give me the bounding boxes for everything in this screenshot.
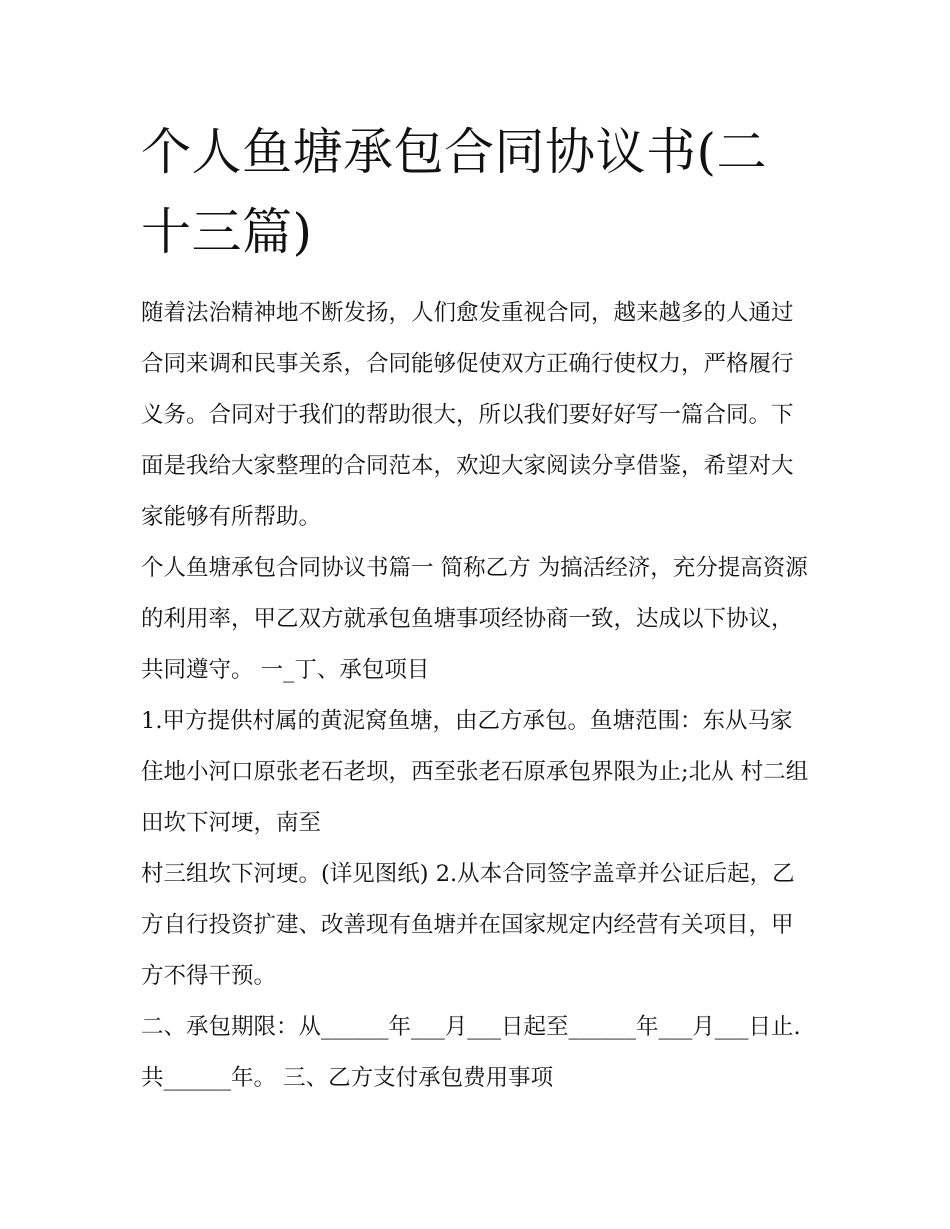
paragraph-item-2: 村三组坎下河埂。(详见图纸) 2.从本合同签字盖章并公证后起，乙方自行投资扩建、改善现有鱼塘并在国家规定内经营有关项目，甲方不得干预。 bbox=[141, 861, 795, 989]
paragraph-intro: 随着法治精神地不断发扬，人们愈发重视合同，越来越多的人通过合同来调和民事关系，合同能够促使双方正确行使权力，严格履行义务。合同对于我们的帮助很大，所以我们要好好写一篇合同。下面是我给大家整理的合同范本，欢迎大家阅读分享借鉴，希望对大家能够有所帮助。 bbox=[141, 300, 794, 530]
document-body bbox=[141, 288, 813, 1104]
paragraph-part-one: 个人鱼塘承包合同协议书篇一 简称乙方 为搞活经济，充分提高资源的利用率，甲乙双方就承包鱼塘事项经协商一致，达成以下协议，共同遵守。 一_丁、承包项目 bbox=[141, 555, 808, 683]
paragraph-item-1: 1.甲方提供村属的黄泥窝鱼塘，由乙方承包。鱼塘范围：东从马家住地小河口原张老石老坝，西至张老石原承包界限为止;北从 村二组田坎下河埂，南至 bbox=[141, 708, 809, 836]
paragraph-term: 二、承包期限：从______年___月___日起至______年___月___日止.共______年。 三、乙方支付承包费用事项 bbox=[141, 1014, 801, 1091]
document-title: 个人鱼塘承包合同协议书(二十三篇) bbox=[141, 123, 768, 261]
document-page bbox=[141, 112, 813, 1104]
